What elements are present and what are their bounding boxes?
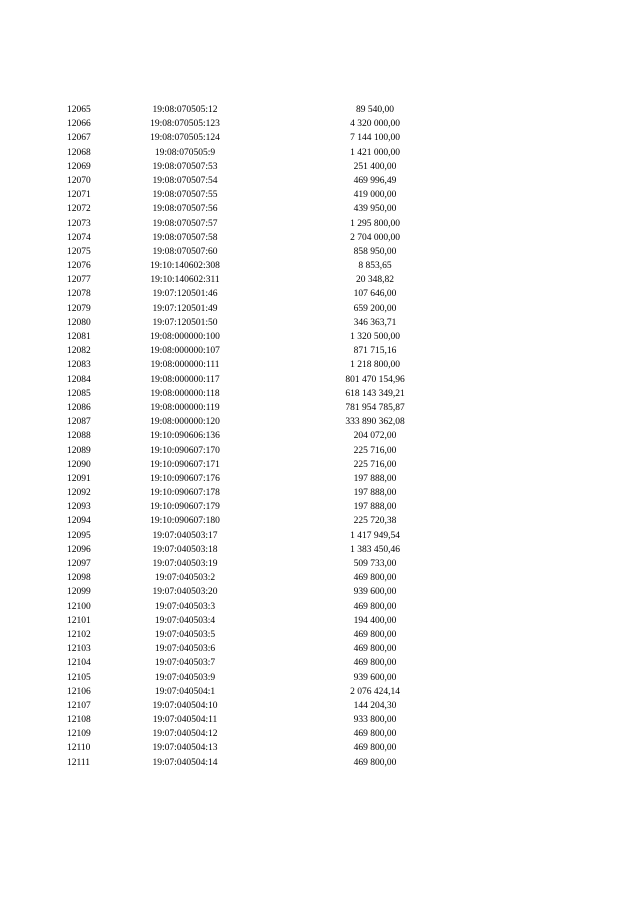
row-number-cell: 12106 — [67, 686, 91, 697]
row-number-cell: 12085 — [67, 388, 91, 399]
table-row — [0, 444, 640, 458]
table-row — [0, 415, 640, 429]
row-number-cell: 12075 — [67, 246, 91, 257]
cadastral-number-cell: 19:08:070505:9 — [154, 147, 216, 158]
table-row — [0, 146, 640, 160]
row-number-cell: 12074 — [67, 232, 91, 243]
cadastral-number-cell: 19:10:140602:311 — [150, 275, 220, 286]
cadastral-number-cell: 19:07:040503:9 — [154, 672, 216, 683]
row-number-cell: 12082 — [67, 346, 91, 357]
row-number-cell: 12093 — [67, 502, 91, 513]
row-number-cell: 12083 — [67, 360, 91, 371]
table-row — [0, 103, 640, 117]
row-number-cell: 12107 — [67, 700, 91, 711]
cadastral-number-cell: 19:08:070507:55 — [152, 190, 218, 201]
amount-cell: 1 417 949,54 — [350, 530, 400, 541]
table-row — [0, 273, 640, 287]
row-number-cell: 12104 — [67, 658, 91, 669]
table-row — [0, 245, 640, 259]
table-row — [0, 614, 640, 628]
table-row — [0, 259, 640, 273]
cadastral-number-cell: 19:08:070505:124 — [150, 133, 220, 144]
cadastral-number-cell: 19:08:070507:54 — [152, 175, 218, 186]
amount-cell: 469 800,00 — [353, 757, 397, 768]
row-number-cell: 12066 — [67, 119, 91, 130]
row-number-cell: 12084 — [67, 374, 91, 385]
cadastral-number-cell: 19:08:070505:123 — [150, 119, 220, 130]
amount-cell: 8 853,65 — [358, 261, 392, 272]
table-row — [0, 387, 640, 401]
amount-cell: 469 800,00 — [353, 729, 397, 740]
amount-cell: 801 470 154,96 — [345, 374, 405, 385]
table-row — [0, 217, 640, 231]
table-row — [0, 160, 640, 174]
amount-cell: 469 800,00 — [353, 629, 397, 640]
amount-cell: 2 704 000,00 — [350, 232, 400, 243]
table-row — [0, 316, 640, 330]
cadastral-number-cell: 19:07:040503:4 — [154, 615, 216, 626]
row-number-cell: 12079 — [67, 303, 91, 314]
row-number-cell: 12072 — [67, 204, 91, 215]
table-row — [0, 571, 640, 585]
amount-cell: 4 320 000,00 — [350, 119, 400, 130]
row-number-cell: 12087 — [67, 417, 91, 428]
table-row — [0, 671, 640, 685]
amount-cell: 469 800,00 — [353, 743, 397, 754]
amount-cell: 439 950,00 — [353, 204, 397, 215]
amount-cell: 618 143 349,21 — [345, 388, 405, 399]
table-row — [0, 543, 640, 557]
table-row — [0, 302, 640, 316]
amount-cell: 197 888,00 — [353, 502, 397, 513]
cadastral-number-cell: 19:08:000000:100 — [150, 332, 220, 342]
cadastral-number-cell: 19:07:040503:7 — [154, 658, 216, 669]
row-number-cell: 12088 — [67, 431, 91, 442]
cadastral-number-cell: 19:10:090607:178 — [150, 488, 220, 499]
amount-cell: 1 320 500,00 — [350, 332, 400, 342]
row-number-cell: 12110 — [67, 743, 91, 754]
table-row — [0, 330, 640, 344]
amount-cell: 871 715,16 — [353, 346, 397, 357]
amount-cell: 333 890 362,08 — [345, 417, 405, 428]
row-number-cell: 12070 — [67, 175, 91, 186]
cadastral-number-cell: 19:07:040503:18 — [152, 544, 218, 555]
row-number-cell: 12073 — [67, 218, 91, 229]
table-row — [0, 231, 640, 245]
cadastral-number-cell: 19:08:070507:56 — [152, 204, 218, 215]
amount-cell: 107 646,00 — [353, 289, 397, 300]
table-row — [0, 642, 640, 656]
row-number-cell: 12081 — [67, 332, 91, 342]
table-row — [0, 458, 640, 472]
table-row — [0, 557, 640, 571]
cadastral-number-cell: 19:08:070507:53 — [152, 161, 218, 172]
cadastral-number-cell: 19:07:040504:10 — [152, 700, 218, 711]
row-number-cell: 12111 — [67, 757, 91, 768]
amount-cell: 194 400,00 — [353, 615, 397, 626]
row-number-cell: 12069 — [67, 161, 91, 172]
cadastral-number-cell: 19:07:040503:3 — [154, 601, 216, 612]
amount-cell: 251 400,00 — [353, 161, 397, 172]
cadastral-number-cell: 19:07:040504:11 — [152, 715, 218, 726]
amount-cell: 225 716,00 — [353, 445, 397, 456]
cadastral-number-cell: 19:07:120501:49 — [152, 303, 218, 314]
cadastral-number-cell: 19:07:120501:46 — [152, 289, 218, 300]
table-row — [0, 529, 640, 543]
table-row — [0, 131, 640, 145]
table-row — [0, 756, 640, 770]
table-row — [0, 429, 640, 443]
amount-cell: 197 888,00 — [353, 473, 397, 484]
row-number-cell: 12089 — [67, 445, 91, 456]
amount-cell: 469 800,00 — [353, 658, 397, 669]
amount-cell: 933 800,00 — [353, 715, 397, 726]
table-row — [0, 741, 640, 755]
row-number-cell: 12065 — [67, 105, 91, 115]
cadastral-number-cell: 19:10:090606:136 — [150, 431, 220, 442]
amount-cell: 2 076 424,14 — [350, 686, 400, 697]
table-row — [0, 344, 640, 358]
amount-cell: 469 800,00 — [353, 644, 397, 655]
cadastral-number-cell: 19:08:000000:117 — [150, 374, 220, 385]
cadastral-number-cell: 19:08:070507:60 — [152, 246, 218, 257]
amount-cell: 225 720,38 — [353, 516, 397, 527]
cadastral-number-cell: 19:10:090607:179 — [150, 502, 220, 513]
amount-cell: 939 600,00 — [353, 672, 397, 683]
table-row — [0, 500, 640, 514]
row-number-cell: 12098 — [67, 573, 91, 584]
row-number-cell: 12076 — [67, 261, 91, 272]
cadastral-number-cell: 19:07:040503:2 — [154, 573, 216, 584]
amount-cell: 469 800,00 — [353, 601, 397, 612]
row-number-cell: 12103 — [67, 644, 91, 655]
row-number-cell: 12108 — [67, 715, 91, 726]
table-row — [0, 727, 640, 741]
table-row — [0, 472, 640, 486]
row-number-cell: 12109 — [67, 729, 91, 740]
cadastral-number-cell: 19:08:000000:111 — [150, 360, 220, 371]
amount-cell: 204 072,00 — [353, 431, 397, 442]
amount-cell: 89 540,00 — [356, 105, 394, 115]
row-number-cell: 12094 — [67, 516, 91, 527]
cadastral-number-cell: 19:07:040503:20 — [152, 587, 218, 598]
cadastral-number-cell: 19:10:140602:308 — [150, 261, 220, 272]
amount-cell: 197 888,00 — [353, 488, 397, 499]
row-number-cell: 12102 — [67, 629, 91, 640]
cadastral-number-cell: 19:07:040504:12 — [152, 729, 218, 740]
table-row — [0, 699, 640, 713]
row-number-cell: 12095 — [67, 530, 91, 541]
row-number-cell: 12097 — [67, 559, 91, 569]
row-number-cell: 12086 — [67, 402, 91, 413]
table-row — [0, 174, 640, 188]
cadastral-number-cell: 19:10:090607:176 — [150, 473, 220, 484]
table-row — [0, 600, 640, 614]
table-row — [0, 713, 640, 727]
table-row — [0, 628, 640, 642]
cadastral-number-cell: 19:10:090607:170 — [150, 445, 220, 456]
cadastral-number-cell: 19:10:090607:180 — [150, 516, 220, 527]
table-row — [0, 486, 640, 500]
cadastral-number-cell: 19:07:040503:5 — [154, 629, 216, 640]
table-row — [0, 585, 640, 599]
amount-cell: 1 383 450,46 — [350, 544, 400, 555]
amount-cell: 144 204,30 — [353, 700, 397, 711]
cadastral-number-cell: 19:10:090607:171 — [150, 459, 220, 470]
row-number-cell: 12067 — [67, 133, 91, 144]
row-number-cell: 12071 — [67, 190, 91, 201]
table-row — [0, 202, 640, 216]
row-number-cell: 12092 — [67, 488, 91, 499]
amount-cell: 659 200,00 — [353, 303, 397, 314]
row-number-cell: 12078 — [67, 289, 91, 300]
table-row — [0, 685, 640, 699]
row-number-cell: 12080 — [67, 317, 91, 328]
amount-cell: 469 996,49 — [353, 175, 397, 186]
cadastral-number-cell: 19:07:040504:1 — [154, 686, 216, 697]
amount-cell: 225 716,00 — [353, 459, 397, 470]
amount-cell: 1 218 800,00 — [350, 360, 400, 371]
row-number-cell: 12096 — [67, 544, 91, 555]
row-number-cell: 12101 — [67, 615, 91, 626]
amount-cell: 469 800,00 — [353, 573, 397, 584]
amount-cell: 20 348,82 — [356, 275, 394, 286]
table-row — [0, 656, 640, 670]
cadastral-number-cell: 19:07:040504:14 — [152, 757, 218, 768]
cadastral-number-cell: 19:07:040503:6 — [154, 644, 216, 655]
data-table — [0, 103, 640, 770]
table-row — [0, 358, 640, 372]
cadastral-number-cell: 19:08:070507:58 — [152, 232, 218, 243]
row-number-cell: 12068 — [67, 147, 91, 158]
row-number-cell: 12099 — [67, 587, 91, 598]
amount-cell: 858 950,00 — [353, 246, 397, 257]
cadastral-number-cell: 19:08:000000:118 — [150, 388, 220, 399]
row-number-cell: 12090 — [67, 459, 91, 470]
cadastral-number-cell: 19:07:040503:19 — [152, 559, 218, 569]
table-row — [0, 188, 640, 202]
table-row — [0, 287, 640, 301]
row-number-cell: 12077 — [67, 275, 91, 286]
amount-cell: 781 954 785,87 — [345, 402, 405, 413]
cadastral-number-cell: 19:08:000000:120 — [150, 417, 220, 428]
cadastral-number-cell: 19:07:120501:50 — [152, 317, 218, 328]
amount-cell: 1 295 800,00 — [350, 218, 400, 229]
amount-cell: 939 600,00 — [353, 587, 397, 598]
cadastral-number-cell: 19:07:040503:17 — [152, 530, 218, 541]
cadastral-number-cell: 19:08:070507:57 — [152, 218, 218, 229]
row-number-cell: 12105 — [67, 672, 91, 683]
cadastral-number-cell: 19:07:040504:13 — [152, 743, 218, 754]
cadastral-number-cell: 19:08:000000:107 — [150, 346, 220, 357]
row-number-cell: 12100 — [67, 601, 91, 612]
cadastral-number-cell: 19:08:070505:12 — [152, 105, 218, 115]
table-row — [0, 401, 640, 415]
amount-cell: 509 733,00 — [353, 559, 397, 569]
amount-cell: 1 421 000,00 — [350, 147, 400, 158]
cadastral-number-cell: 19:08:000000:119 — [150, 402, 220, 413]
table-row — [0, 514, 640, 528]
amount-cell: 419 000,00 — [353, 190, 397, 201]
table-row — [0, 117, 640, 131]
amount-cell: 346 363,71 — [353, 317, 397, 328]
row-number-cell: 12091 — [67, 473, 91, 484]
table-row — [0, 373, 640, 387]
amount-cell: 7 144 100,00 — [350, 133, 400, 144]
